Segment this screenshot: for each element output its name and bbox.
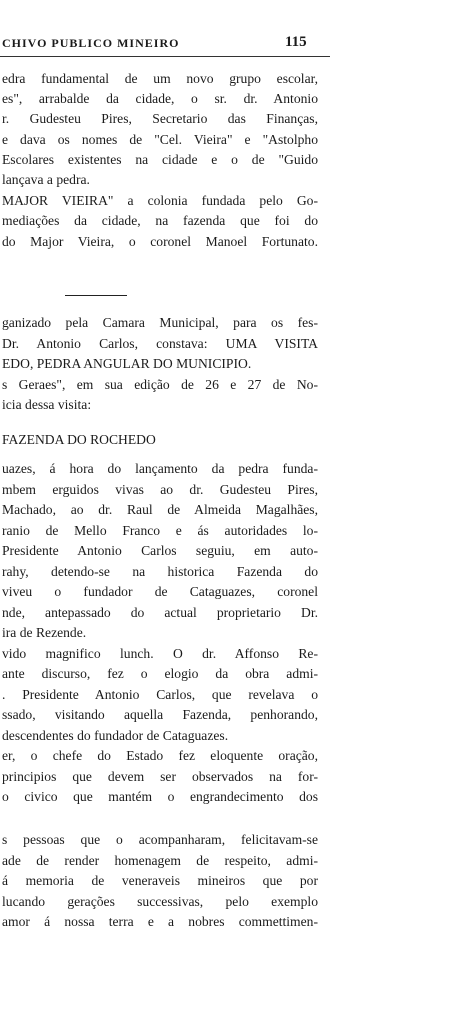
text-line: ante discurso, fez o elogio da obra admi-	[2, 666, 318, 681]
text-line: ranio de Mello Franco e ás autoridades lo-	[2, 523, 318, 538]
text-line: Dr. Antonio Carlos, constava: UMA VISITA	[2, 336, 318, 351]
text-line: principios que devem ser observados na for-	[2, 769, 318, 784]
text-line: MAJOR VIEIRA" a colonia fundada pelo Go-	[2, 193, 318, 208]
text-line: Machado, ao dr. Raul de Almeida Magalhães,	[2, 502, 318, 517]
text-line: icia dessa visita:	[2, 397, 92, 412]
page-number: 115	[285, 34, 307, 50]
text-line: mediações da cidade, na fazenda que foi do	[2, 213, 318, 228]
running-head: CHIVO PUBLICO MINEIRO	[2, 36, 180, 50]
text-line: . Presidente Antonio Carlos, que revelava o	[2, 687, 318, 702]
text-line: s pessoas que o acompanharam, felicitavam-se	[2, 832, 318, 847]
text-line: amor á nossa terra e a nobres commettimen-	[2, 914, 318, 929]
text-line: s Geraes", em sua edição de 26 e 27 de No-	[2, 377, 318, 392]
text-line: lucando gerações successivas, pelo exemplo	[2, 894, 318, 909]
text-line: mbem erguidos vivas ao dr. Gudesteu Pires,	[2, 482, 318, 497]
text-line: uazes, á hora do lançamento da pedra funda-	[2, 461, 318, 476]
text-line: edra fundamental de um novo grupo escolar,	[2, 71, 318, 86]
section-divider	[65, 295, 127, 296]
text-line: es", arrabalde da cidade, o sr. dr. Antonio	[2, 91, 318, 106]
text-line: ade de render homenagem de respeito, admi-	[2, 853, 318, 868]
text-line: ganizado pela Camara Municipal, para os fes-	[2, 315, 318, 330]
text-line: Presidente Antonio Carlos seguiu, em auto-	[2, 543, 318, 558]
text-line: e dava os nomes de "Cel. Vieira" e "Astolpho	[2, 132, 318, 147]
text-line: descendentes do fundador de Cataguazes.	[2, 728, 229, 743]
page-header	[0, 36, 461, 56]
text-line: vido magnifico lunch. O dr. Affonso Re-	[2, 646, 318, 661]
text-line: á memoria de veneraveis mineiros que por	[2, 873, 318, 888]
text-line: viveu o fundador de Cataguazes, coronel	[2, 584, 318, 599]
text-line: do Major Vieira, o coronel Manoel Fortunato.	[2, 234, 318, 249]
text-line: rahy, detendo-se na historica Fazenda do	[2, 564, 318, 579]
text-line: r. Gudesteu Pires, Secretario das Finanças,	[2, 111, 318, 126]
section-subheading: FAZENDA DO ROCHEDO	[2, 432, 156, 447]
text-line: nde, antepassado do actual proprietario Dr.	[2, 605, 318, 620]
text-line: o civico que mantém o engrandecimento dos	[2, 789, 318, 804]
header-rule	[0, 56, 330, 57]
text-line: er, o chefe do Estado fez eloquente oração,	[2, 748, 318, 763]
text-line: Escolares existentes na cidade e o de "Guido	[2, 152, 318, 167]
text-line: ssado, visitando aquella Fazenda, penhorando,	[2, 707, 318, 722]
text-line: EDO, PEDRA ANGULAR DO MUNICIPIO.	[2, 356, 252, 371]
text-line: ira de Rezende.	[2, 625, 87, 640]
text-line: lançava a pedra.	[2, 172, 90, 187]
